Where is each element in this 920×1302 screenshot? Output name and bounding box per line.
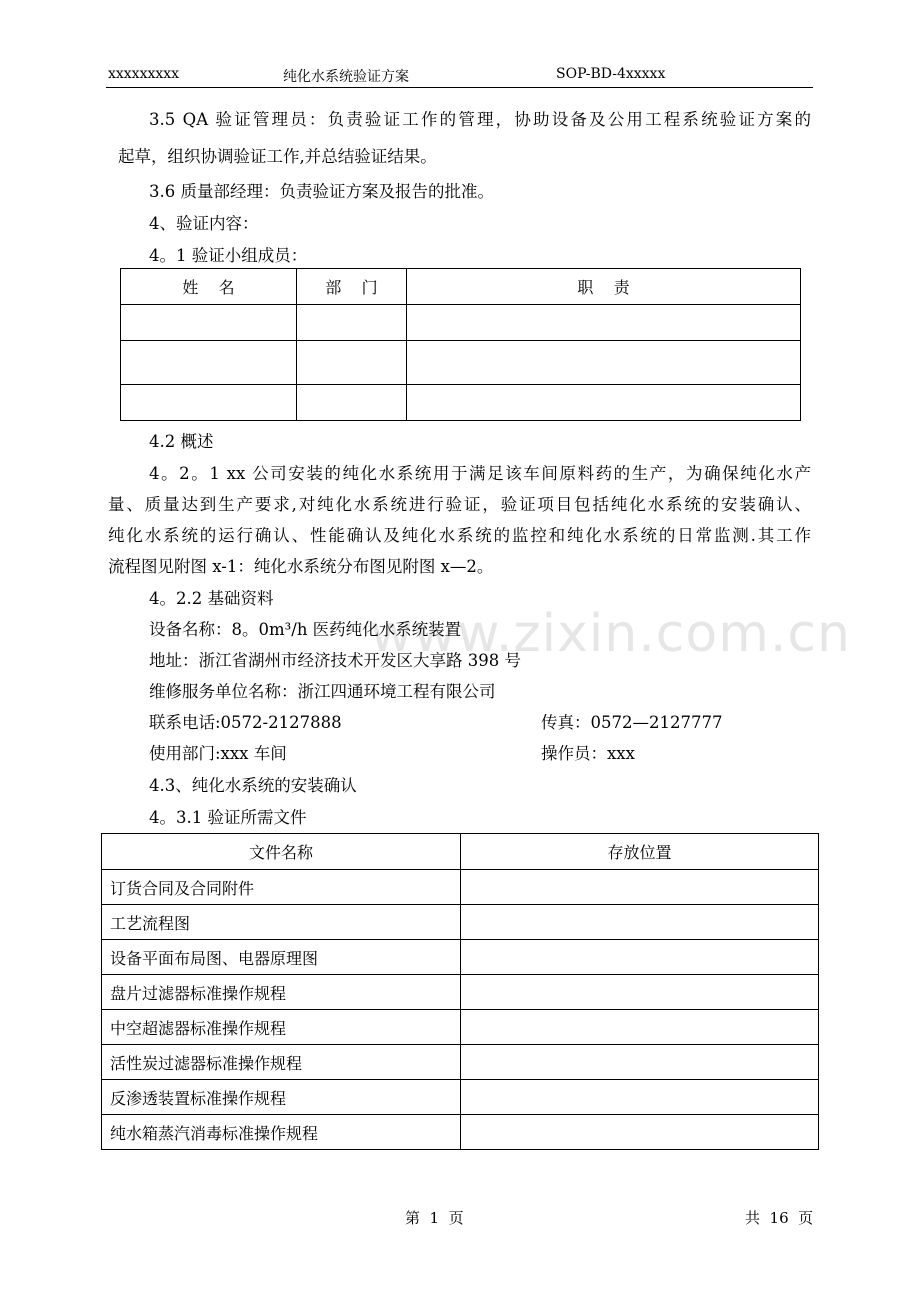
document-name-cell: 中空超滤器标准操作规程: [102, 1010, 461, 1045]
header-code: SOP-BD-4xxxxx: [556, 66, 666, 82]
section-4-3-heading: 4.3、纯化水系统的安装确认: [149, 776, 357, 795]
overview-line2: 量、质量达到生产要求,对纯化水系统进行验证，验证项目包括纯化水系统的安装确认、: [108, 495, 811, 514]
overview-line4: 流程图见附图 x-1：纯化水系统分布图见附图 x—2。: [108, 557, 494, 576]
fax: 传真：0572—2127777: [541, 713, 723, 732]
section-4-2-2-heading: 4。2.2 基础资料: [149, 589, 274, 608]
column-header-document-name: 文件名称: [102, 834, 461, 870]
storage-location-cell: [461, 1080, 819, 1115]
document-name-cell: 设备平面布局图、电器原理图: [102, 940, 461, 975]
table-cell: [407, 341, 801, 385]
table-cell: [121, 305, 297, 341]
table-row: [121, 385, 801, 421]
table-cell: [121, 385, 297, 421]
table-row: [121, 341, 801, 385]
storage-location-cell: [461, 940, 819, 975]
section-3-5-line2: 起草，组织协调验证工作,并总结验证结果。: [118, 147, 437, 166]
overview-line1: 4。2。1 xx 公司安装的纯化水系统用于满足该车间原料药的生产，为确保纯化水产: [149, 464, 811, 483]
using-department: 使用部门:xxx 车间: [149, 744, 287, 763]
table-header-row: [102, 834, 819, 870]
equipment-name: 设备名称：8。0m³/h 医药纯化水系统装置: [149, 620, 462, 639]
section-4-heading: 4、验证内容：: [149, 214, 259, 233]
section-4-2-heading: 4.2 概述: [149, 432, 214, 451]
storage-location-cell: [461, 905, 819, 940]
document-name-cell: 工艺流程图: [102, 905, 461, 940]
contact-phone: 联系电话:0572-2127888: [149, 713, 342, 732]
document-name-cell: 订货合同及合同附件: [102, 870, 461, 905]
storage-location-cell: [461, 870, 819, 905]
table-row: [102, 975, 819, 1010]
team-members-table: [120, 268, 801, 421]
header-title: 纯化水系统验证方案: [283, 69, 409, 85]
overview-line3: 纯化水系统的运行确认、性能确认及纯化水系统的监控和纯化水系统的日常监测.其工作: [108, 526, 811, 545]
document-name-cell: 盘片过滤器标准操作规程: [102, 975, 461, 1010]
required-documents-table: [101, 833, 819, 1150]
section-4-1-heading: 4。1 验证小组成员：: [149, 246, 308, 265]
storage-location-cell: [461, 1045, 819, 1080]
column-header-name: 姓 名: [121, 269, 297, 305]
document-name-cell: 活性炭过滤器标准操作规程: [102, 1045, 461, 1080]
column-header-department: 部 门: [297, 269, 407, 305]
section-3-6: 3.6 质量部经理：负责验证方案及报告的批准。: [149, 182, 494, 201]
column-header-storage-location: 存放位置: [461, 834, 819, 870]
table-row: [102, 1010, 819, 1045]
table-cell: [407, 305, 801, 341]
section-4-3-1-heading: 4。3.1 验证所需文件: [149, 808, 307, 827]
section-3-5-line1: 3.5 QA 验证管理员：负责验证工作的管理，协助设备及公用工程系统验证方案的: [149, 110, 811, 129]
operator: 操作员：xxx: [541, 744, 635, 763]
header-rule: [106, 87, 813, 88]
table-cell: [297, 341, 407, 385]
document-name-cell: 反渗透装置标准操作规程: [102, 1080, 461, 1115]
table-row: [102, 1115, 819, 1150]
page-number: 第 1 页: [405, 1209, 464, 1227]
table-row: [102, 1080, 819, 1115]
document-name-cell: 纯水箱蒸汽消毒标准操作规程: [102, 1115, 461, 1150]
table-cell: [297, 385, 407, 421]
storage-location-cell: [461, 1010, 819, 1045]
watermark: www.zixin.com.cn: [370, 604, 851, 664]
table-header-row: [121, 269, 801, 305]
service-company: 维修服务单位名称：浙江四通环境工程有限公司: [149, 682, 496, 701]
header-doc-id: xxxxxxxxx: [108, 66, 180, 82]
address: 地址：浙江省湖州市经济技术开发区大享路 398 号: [149, 651, 521, 670]
table-row: [102, 905, 819, 940]
page-total: 共 16 页: [745, 1209, 814, 1227]
table-cell: [407, 385, 801, 421]
table-row: [102, 870, 819, 905]
table-row: [121, 305, 801, 341]
table-row: [102, 1045, 819, 1080]
storage-location-cell: [461, 975, 819, 1010]
storage-location-cell: [461, 1115, 819, 1150]
column-header-duty: 职 责: [407, 269, 801, 305]
table-row: [102, 940, 819, 975]
table-cell: [121, 341, 297, 385]
table-cell: [297, 305, 407, 341]
